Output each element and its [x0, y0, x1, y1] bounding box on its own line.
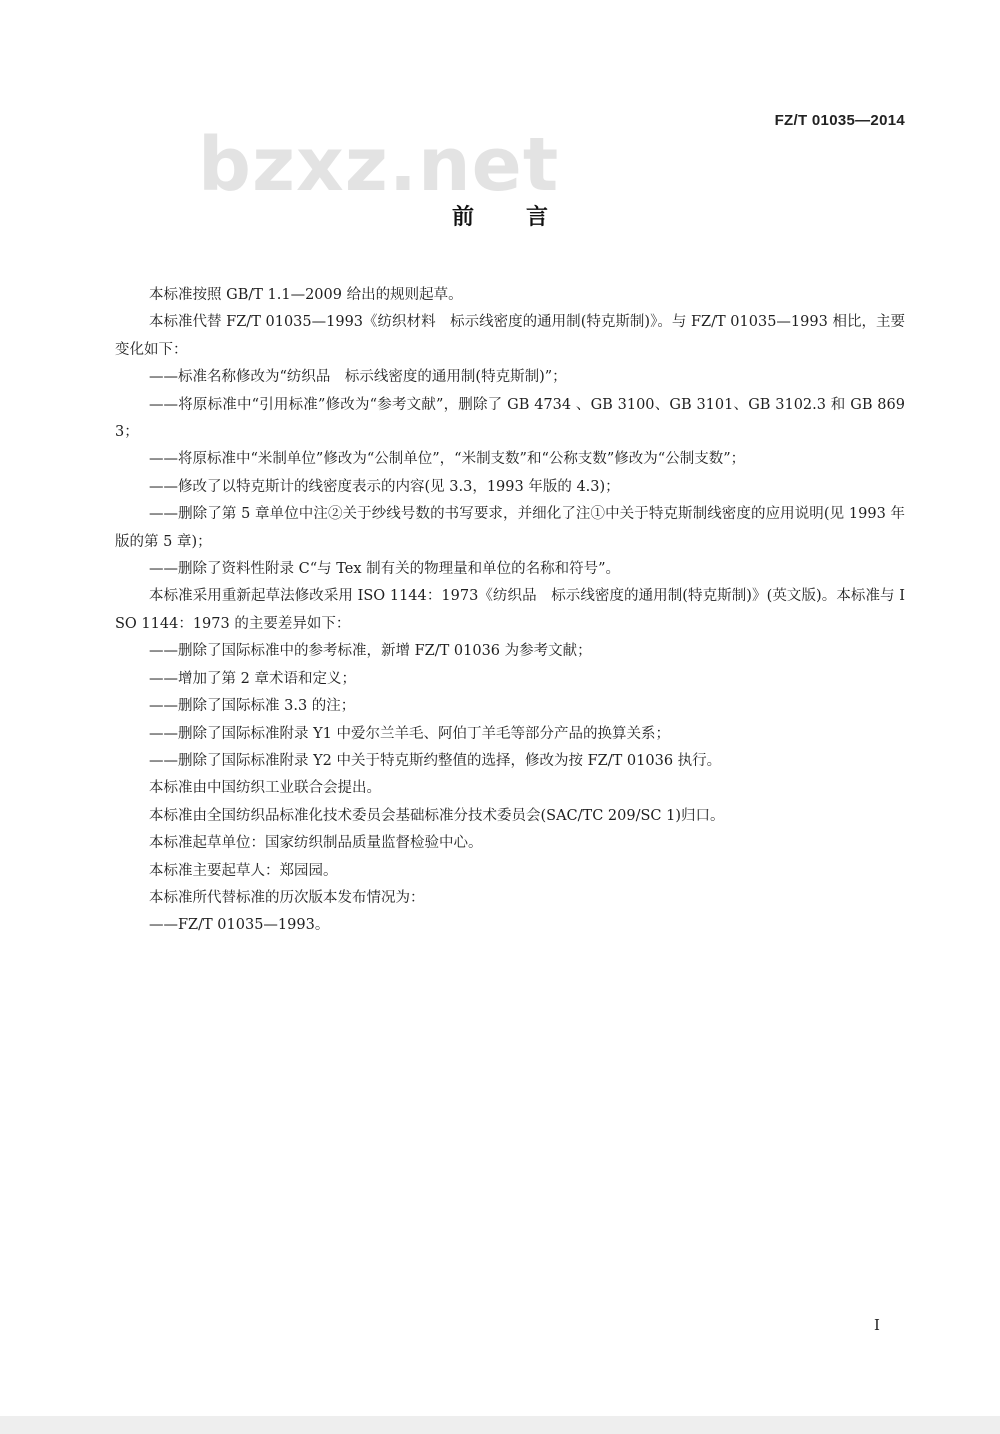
list-item: ——删除了国际标准附录 Y1 中爱尔兰羊毛、阿伯丁羊毛等部分产品的换算关系； — [149, 725, 671, 742]
list-item: ——删除了第 5 章单位中注②关于纱线号数的书写要求，并细化了注①中关于特克斯制线密度的应用说明(见 1993 年版的第 5 章)； — [115, 506, 905, 550]
list-item: ——修改了以特克斯计的线密度表示的内容(见 3.3，1993 年版的 4.3)； — [149, 478, 620, 495]
list-item: ——删除了国际标准 3.3 的注； — [149, 698, 356, 715]
paragraph: 本标准按照 GB/T 1.1—2009 给出的规则起草。 — [149, 287, 463, 303]
paragraph: 本标准代替 FZ/T 01035—1993《纺织材料 标示线密度的通用制(特克斯制)》。与 FZ/T 01035—1993 相比，主要变化如下： — [115, 314, 905, 358]
watermark: bzxz.net — [198, 122, 560, 208]
list-item: ——删除了国际标准附录 Y2 中关于特克斯约整值的选择，修改为按 FZ/T 01036 执行。 — [149, 752, 722, 769]
document-body — [115, 282, 905, 940]
list-item: ——将原标准中“引用标准”修改为“参考文献”，删除了 GB 4734 、GB 3100、GB 3101、GB 3102.3 和 GB 8693； — [115, 396, 905, 441]
list-item: ——增加了第 2 章术语和定义； — [149, 670, 356, 687]
page-number: I — [874, 1316, 880, 1334]
list-item: ——FZ/T 01035—1993。 — [149, 917, 330, 934]
paragraph: 本标准采用重新起草法修改采用 ISO 1144：1973《纺织品 标示线密度的通用制(特克斯制)》(英文版)。本标准与 ISO 1144：1973 的主要差异如下： — [115, 588, 905, 632]
paragraph: 本标准起草单位：国家纺织制品质量监督检验中心。 — [149, 835, 483, 852]
paragraph: 本标准主要起草人：郑园园。 — [149, 862, 338, 879]
list-item: ——标准名称修改为“纺织品 标示线密度的通用制(特克斯制)”； — [149, 369, 567, 386]
list-item: ——删除了资料性附录 C“与 Tex 制有关的物理量和单位的名称和符号”。 — [149, 561, 621, 578]
standard-code: FZ/T 01035—2014 — [774, 112, 905, 129]
viewer-bottom-bar — [0, 1416, 1000, 1434]
paragraph: 本标准由全国纺织品标准化技术委员会基础标准分技术委员会(SAC/TC 209/SC 1)归口。 — [149, 807, 725, 824]
list-item: ——将原标准中“米制单位”修改为“公制单位”，“米制支数”和“公称支数”修改为“公制支数”； — [149, 451, 746, 468]
page-title: 前言 — [451, 205, 600, 230]
list-item: ——删除了国际标准中的参考标准，新增 FZ/T 01036 为参考文献； — [149, 643, 592, 660]
paragraph: 本标准由中国纺织工业联合会提出。 — [149, 780, 381, 797]
paragraph: 本标准所代替标准的历次版本发布情况为： — [149, 889, 425, 906]
